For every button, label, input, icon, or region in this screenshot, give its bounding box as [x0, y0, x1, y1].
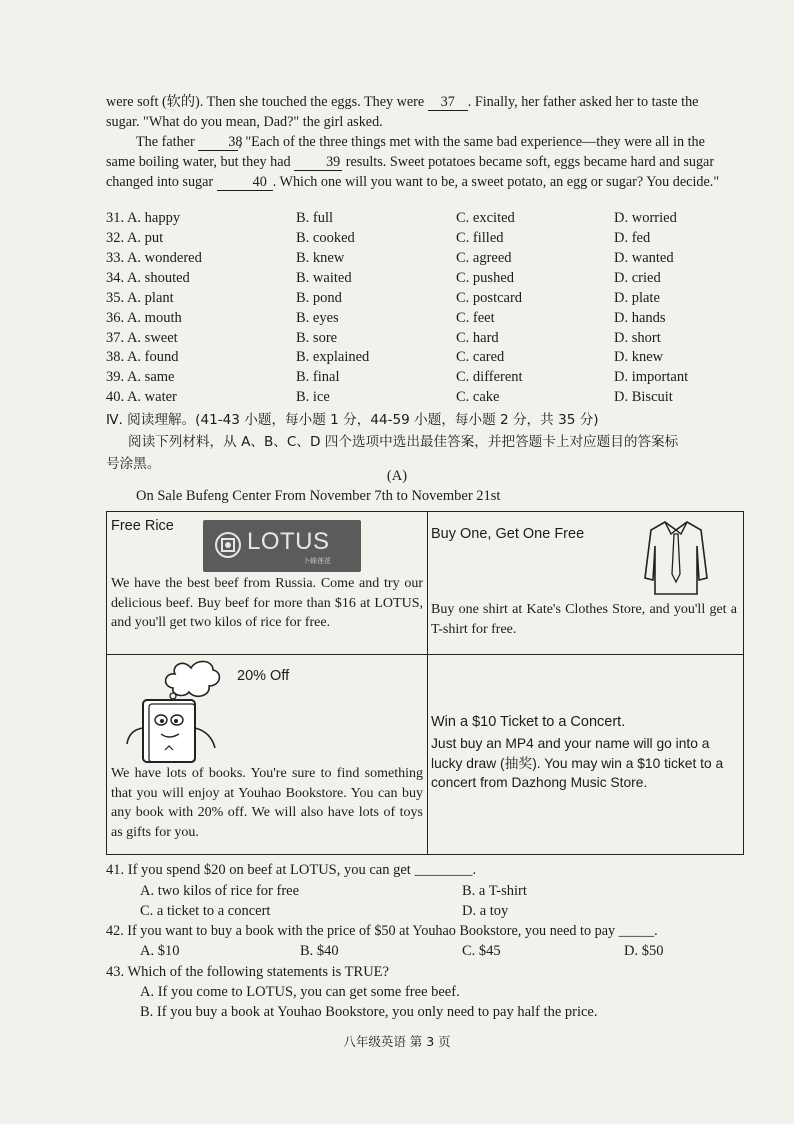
option-row: [106, 310, 746, 330]
question-42: 42. If you want to buy a book with the price of $50 at Youhao Bookstore, you need to pay _____.: [106, 923, 658, 939]
section-instruction: 号涂黑。: [106, 456, 161, 472]
blank-37: 37: [428, 95, 468, 111]
option-a: 36. A. mouth: [106, 310, 182, 326]
blank-39: 39: [294, 155, 342, 171]
lotus-icon: [213, 530, 243, 560]
option-c: C. excited: [456, 210, 515, 226]
option-d: D. wanted: [614, 250, 674, 266]
section-heading: Ⅳ. 阅读理解。(41-43 小题，每小题 1 分，44-59 小题，每小题 2 分，共 35 分): [106, 412, 599, 428]
option-row: [106, 330, 746, 350]
question-43-option-b: B. If you buy a book at Youhao Bookstore, you only need to pay half the price.: [140, 1004, 598, 1020]
option-a: 33. A. wondered: [106, 250, 202, 266]
question-41-option-b: B. a T-shirt: [462, 883, 527, 899]
logo-text: LOTUS: [247, 528, 330, 555]
option-c: C. different: [456, 369, 523, 385]
book-character-icon: [121, 658, 241, 770]
option-b: B. knew: [296, 250, 345, 266]
option-b: B. sore: [296, 330, 338, 346]
table-divider: [107, 654, 743, 655]
bogo-title: Buy One, Get One Free: [431, 526, 585, 542]
shirt-icon: [643, 516, 709, 596]
option-c: C. hard: [456, 330, 499, 346]
concert-title: Win a $10 Ticket to a Concert.: [431, 714, 626, 730]
option-d: D. fed: [614, 230, 651, 246]
question-42-option-d: D. $50: [624, 943, 664, 959]
option-d: D. worried: [614, 210, 677, 226]
option-row: [106, 250, 746, 270]
option-row: [106, 369, 746, 389]
option-d: D. cried: [614, 270, 661, 286]
option-b: B. full: [296, 210, 334, 226]
option-a: 31. A. happy: [106, 210, 181, 226]
option-c: C. feet: [456, 310, 495, 326]
option-c: C. cared: [456, 349, 505, 365]
option-a: 39. A. same: [106, 369, 175, 385]
option-c: C. pushed: [456, 270, 514, 286]
passage-paragraph-2: [106, 132, 726, 192]
option-c: C. filled: [456, 230, 504, 246]
option-b: B. final: [296, 369, 340, 385]
option-b: B. cooked: [296, 230, 355, 246]
option-c: C. postcard: [456, 290, 523, 306]
table-divider: [427, 512, 428, 854]
option-row: [106, 349, 746, 369]
question-43: 43. Which of the following statements is TRUE?: [106, 964, 389, 980]
passage-text: , "Each of the three things met with the same bad experience—they were all in the same boiling water, but they had: [106, 134, 705, 170]
option-a: 34. A. shouted: [106, 270, 190, 286]
question-42-option-a: A. $10: [140, 943, 180, 959]
option-a: 37. A. sweet: [106, 330, 178, 346]
option-d: D. knew: [614, 349, 664, 365]
question-42-option-b: B. $40: [300, 943, 339, 959]
option-b: B. pond: [296, 290, 342, 306]
question-42-option-c: C. $45: [462, 943, 501, 959]
passage-text: results. Sweet potatoes became soft, eggs became hard and sugar changed into sugar: [106, 154, 715, 190]
option-row: [106, 290, 746, 310]
option-row: [106, 210, 746, 230]
option-b: B. waited: [296, 270, 352, 286]
passage-text: The father: [136, 134, 199, 150]
option-a: 35. A. plant: [106, 290, 174, 306]
passage-text: . Which one will you want to be, a sweet potato, an egg or sugar? You decide.": [272, 174, 720, 190]
question-41-option-c: C. a ticket to a concert: [140, 903, 271, 919]
passage-text: . Finally, her father asked her to taste the sugar. "What do you mean, Dad?" the girl asked.: [106, 94, 699, 130]
bookstore-text: We have lots of books. You're sure to find something that you will enjoy at Youhao Bookstore. You can buy any book with 20% off. We will also have lots of toys as gifts for you.: [111, 766, 423, 840]
option-a: 38. A. found: [106, 349, 179, 365]
option-row: [106, 389, 746, 409]
option-a: 32. A. put: [106, 230, 164, 246]
logo-subtext: 卜蜂莲花: [303, 557, 331, 565]
lotus-logo: [203, 520, 361, 572]
option-b: B. eyes: [296, 310, 339, 326]
bogo-text: Buy one shirt at Kate's Clothes Store, and you'll get a T-shirt for free.: [431, 602, 737, 637]
blank-40: 40: [217, 175, 273, 191]
option-a: 40. A. water: [106, 389, 177, 405]
option-b: B. explained: [296, 349, 370, 365]
sale-title: On Sale Bufeng Center From November 7th to November 21st: [136, 488, 501, 504]
part-label: (A): [386, 468, 408, 484]
blank-38: 38: [198, 135, 238, 151]
question-41: 41. If you spend $20 on beef at LOTUS, you can get ________.: [106, 862, 477, 878]
option-d: D. hands: [614, 310, 666, 326]
question-41-option-d: D. a toy: [462, 903, 509, 919]
section-instruction: 阅读下列材料，从 A、B、C、D 四个选项中选出最佳答案，并把答题卡上对应题目的答案标: [128, 434, 679, 450]
option-c: C. agreed: [456, 250, 512, 266]
ads-table: [106, 511, 744, 855]
option-d: D. Biscuit: [614, 389, 673, 405]
page-footer: 八年级英语 第 3 页: [343, 1034, 451, 1049]
option-b: B. ice: [296, 389, 330, 405]
option-d: D. important: [614, 369, 689, 385]
question-41-option-a: A. two kilos of rice for free: [140, 883, 300, 899]
concert-text: Just buy an MP4 and your name will go into a lucky draw (抽奖). You may win a $10 ticket to a concert from Dazhong Music Store.: [431, 736, 724, 790]
option-d: D. plate: [614, 290, 660, 306]
option-row: [106, 230, 746, 250]
option-row: [106, 270, 746, 290]
passage-text: were soft (软的). Then she touched the eggs. They were: [106, 94, 428, 110]
free-rice-text: We have the best beef from Russia. Come and try our delicious beef. Buy beef for more than $16 at LOTUS, and you'll get two kilos of rice for free.: [111, 576, 423, 630]
option-d: D. short: [614, 330, 661, 346]
passage-paragraph-1: [106, 92, 726, 132]
discount-title: 20% Off: [237, 668, 290, 684]
free-rice-title: Free Rice: [111, 518, 174, 534]
option-c: C. cake: [456, 389, 500, 405]
question-43-option-a: A. If you come to LOTUS, you can get some free beef.: [140, 984, 460, 1000]
